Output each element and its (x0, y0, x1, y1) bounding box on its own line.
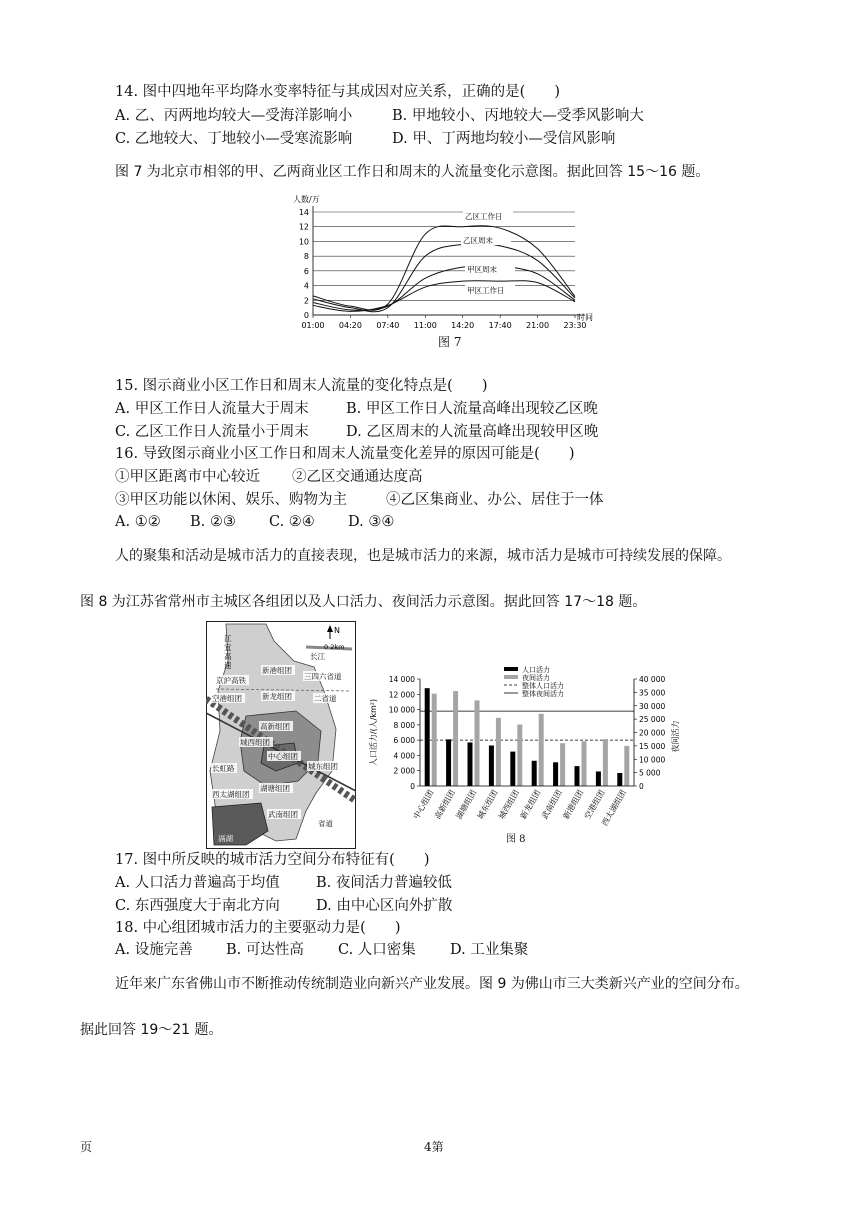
fig7-xtick-label: 23:30 (563, 321, 587, 330)
vitality-paragraph: 人的聚集和活动是城市活力的直接表现，也是城市活力的来源，城市活力是城市可持续发展的保障。 (115, 548, 731, 564)
q16-item-3: ③甲区功能以休闲、娱乐、购物为主 (115, 492, 347, 508)
q15-option-b: B. 甲区工作日人流量高峰出现较乙区晚 (346, 401, 598, 417)
fig8-category-label: 空港组团 (582, 788, 607, 821)
fig8-bar-chart (362, 664, 682, 834)
fig8-bar-population (489, 745, 494, 786)
map-label: 新龙组团 (262, 692, 292, 701)
q14-stem: 14. 图中四地年平均降水变率特征与其成因对应关系，正确的是( ) (115, 84, 560, 100)
fig8-legend-label: 整体人口活力 (522, 682, 564, 690)
map-label: 省道 (318, 819, 333, 828)
fig7-caption: 图 7 (438, 335, 462, 349)
map-label: 京沪高铁 (216, 676, 246, 685)
fig7-xlabel: 时间 (577, 313, 593, 322)
q17-option-a: A. 人口活力普遍高于均值 (115, 875, 280, 891)
q16-option-c: C. ②④ (269, 514, 315, 530)
q18-option-d: D. 工业集聚 (450, 942, 529, 958)
q16-stem: 16. 导致图示商业小区工作日和周末人流量变化差异的原因可能是( ) (115, 446, 575, 462)
q16-item-1: ①甲区距离市中心较近 (115, 469, 260, 485)
fig7-xtick-label: 11:00 (413, 321, 437, 330)
fig7-ytick-label: 4 (303, 281, 309, 291)
fig7-series-label: 甲区工作日 (467, 286, 505, 295)
fig7-xtick-label: 17:40 (488, 321, 512, 330)
fig7-line-chart (285, 190, 605, 335)
fig7-ytick-label: 12 (298, 222, 309, 232)
fig8-bar-night (475, 700, 480, 786)
map-label: 空港组团 (212, 694, 242, 703)
fig8-category-label: 城西组团 (497, 788, 522, 821)
fig8-bar-night (560, 743, 565, 786)
map-label: 三四六省道 (304, 672, 342, 681)
q18-option-b: B. 可达性高 (226, 942, 304, 958)
fig8-y2tick-label: 15 000 (639, 741, 666, 751)
fig7-series-line (313, 243, 575, 311)
fig8-y2tick-label: 25 000 (639, 715, 666, 725)
fig8-bar-night (432, 694, 437, 786)
map-label: 宜 (224, 643, 232, 652)
fig7-xtick-label: 21:00 (526, 321, 550, 330)
map-label: 城东组团 (308, 762, 338, 771)
footer-left: 页 (80, 1140, 93, 1154)
fig8-bar-population (468, 742, 473, 786)
fig8-bar-population (532, 761, 537, 786)
fig7-ylabel: 人数/万 (293, 195, 320, 204)
fig7-series-label: 乙区工作日 (465, 212, 503, 221)
fig8-bar-night (624, 746, 629, 786)
fig7-ytick-label: 8 (303, 252, 309, 262)
map-label: 城西组团 (240, 738, 270, 747)
foshan-paragraph: 近年来广东省佛山市不断推动传统制造业向新兴产业发展。图 9 为佛山市三大类新兴产业的空间分布。 (115, 976, 749, 992)
map-label: 湖塘组团 (260, 784, 290, 793)
fig8-legend-label: 整体夜间活力 (522, 690, 564, 698)
fig7-ytick-label: 6 (303, 266, 309, 276)
q17-option-d: D. 由中心区向外扩散 (316, 898, 453, 914)
q17-option-b: B. 夜间活力普遍较低 (316, 875, 452, 891)
fig8-bar-population (510, 752, 515, 786)
fig8-intro: 图 8 为江苏省常州市主城区各组团以及人口活力、夜间活力示意图。据此回答 17～18 题。 (80, 594, 647, 610)
q14-option-b: B. 甲地较小、丙地较大—受季风影响大 (392, 108, 644, 124)
fig7-series-line (313, 266, 575, 311)
fig7-ytick-label: 10 (298, 237, 309, 247)
q15-option-c: C. 乙区工作日人流量小于周末 (115, 424, 309, 440)
map-label: 长江 (310, 652, 325, 661)
fig8-category-label: 城东组团 (475, 788, 500, 821)
fig8-category-label: 新港组团 (561, 788, 586, 821)
scale-label: 0 2km (324, 643, 345, 651)
fig8-y2tick-label: 30 000 (639, 701, 666, 711)
q15-option-a: A. 甲区工作日人流量大于周末 (115, 401, 309, 417)
fig7-xtick-label: 04:20 (338, 321, 362, 330)
q17-option-c: C. 东西强度大于南北方向 (115, 898, 280, 914)
q16-option-a: A. ①② (115, 514, 161, 530)
fig8-ytick-label: 0 (410, 782, 415, 791)
north-label: N (334, 626, 340, 635)
fig8-bar-population (425, 688, 430, 786)
q15-stem: 15. 图示商业小区工作日和周末人流量的变化特点是( ) (115, 378, 488, 394)
fig8-category-label: 中心组团 (411, 788, 436, 821)
fig8-ytick-label: 10 000 (388, 705, 415, 715)
q16-item-4: ④乙区集商业、办公、居住于一体 (386, 492, 604, 508)
fig8-bar-population (596, 771, 601, 786)
q16-item-2: ②乙区交通通达度高 (292, 469, 423, 485)
fig7-ytick-label: 14 (298, 208, 309, 217)
fig8-y2label: 夜间活力 (671, 720, 680, 753)
q14-option-d: D. 甲、丁两地均较小—受信风影响 (392, 131, 616, 147)
fig8-ytick-label: 12 000 (388, 690, 415, 700)
fig8-category-label: 新龙组团 (518, 788, 543, 821)
foshan-paragraph-cont: 据此回答 19～21 题。 (80, 1022, 223, 1038)
fig8-y2tick-label: 35 000 (639, 688, 666, 698)
fig8-y2tick-label: 5 000 (639, 768, 661, 778)
map-label: 武南组团 (268, 810, 298, 819)
fig8-legend-label: 夜间活力 (522, 674, 550, 682)
fig8-category-label: 高新组团 (433, 788, 457, 821)
fig8-legend-swatch (504, 675, 518, 679)
fig8-ylabel: 人口活力/(人/km²) (369, 698, 378, 767)
fig8-ytick-label: 6 000 (393, 736, 415, 746)
q17-stem: 17. 图中所反映的城市活力空间分布特征有( ) (115, 852, 430, 868)
fig8-bar-night (603, 739, 608, 786)
fig7-xtick-label: 07:40 (376, 321, 400, 330)
q18-option-c: C. 人口密集 (338, 942, 416, 958)
fig8-category-label: 湖塘组团 (454, 788, 479, 821)
fig8-map (206, 621, 356, 849)
map-label: 新港组团 (262, 666, 292, 675)
fig7-ytick-label: 0 (303, 311, 309, 320)
map-label: 速 (224, 661, 232, 670)
map-label: 高 (224, 652, 232, 661)
fig7-intro: 图 7 为北京市相邻的甲、乙两商业区工作日和周末的人流量变化示意图。据此回答 15～16 题。 (115, 164, 710, 180)
map-label: 二省道 (314, 694, 337, 703)
fig8-y2tick-label: 0 (639, 782, 644, 791)
map-label: 中心组团 (268, 752, 298, 761)
fig8-y2tick-label: 10 000 (639, 755, 666, 765)
fig8-bar-population (575, 766, 580, 786)
fig8-ytick-label: 8 000 (393, 720, 415, 730)
fig8-bar-night (517, 724, 522, 786)
fig8-bar-night (453, 691, 458, 786)
fig8-bar-population (553, 762, 558, 786)
q18-option-a: A. 设施完善 (115, 942, 193, 958)
fig8-caption: 图 8 (506, 834, 526, 845)
q14-option-c: C. 乙地较大、丁地较小—受寒流影响 (115, 131, 353, 147)
fig8-category-label: 西太湖组团 (600, 788, 629, 828)
q14-option-a: A. 乙、丙两地均较大—受海洋影响小 (115, 108, 353, 124)
fig8-bar-night (582, 741, 587, 786)
fig7-series-label: 乙区周末 (463, 236, 493, 245)
fig7-series-label: 甲区周末 (467, 265, 497, 274)
fig8-legend-swatch (504, 667, 518, 671)
footer-page-number: 4第 (424, 1140, 444, 1154)
fig8-ytick-label: 2 000 (393, 766, 415, 776)
fig7-series-line (313, 226, 575, 311)
fig8-ytick-label: 14 000 (388, 675, 415, 684)
fig8-y2tick-label: 20 000 (639, 728, 666, 738)
map-label: 滆湖 (218, 834, 233, 843)
fig7-xtick-label: 14:20 (451, 321, 475, 330)
map-label: 高新组团 (260, 722, 290, 731)
fig8-bar-population (617, 773, 622, 786)
q15-option-d: D. 乙区周末的人流量高峰出现较甲区晚 (346, 424, 599, 440)
q16-option-b: B. ②③ (190, 514, 236, 530)
map-label: 西太湖组团 (212, 790, 250, 799)
fig8-ytick-label: 4 000 (393, 751, 415, 761)
fig8-legend-label: 人口活力 (522, 666, 550, 674)
fig7-ytick-label: 2 (303, 296, 309, 306)
fig8-bar-night (539, 714, 544, 786)
fig8-bar-night (496, 718, 501, 786)
map-label: 长虹路 (212, 764, 235, 773)
fig8-category-label: 武南组团 (540, 788, 564, 821)
fig8-bar-population (446, 739, 451, 786)
map-label: 江 (224, 634, 232, 643)
q18-stem: 18. 中心组团城市活力的主要驱动力是( ) (115, 920, 401, 936)
fig8-y2tick-label: 40 000 (639, 675, 666, 684)
q16-option-d: D. ③④ (348, 514, 395, 530)
fig7-xtick-label: 01:00 (301, 321, 325, 330)
